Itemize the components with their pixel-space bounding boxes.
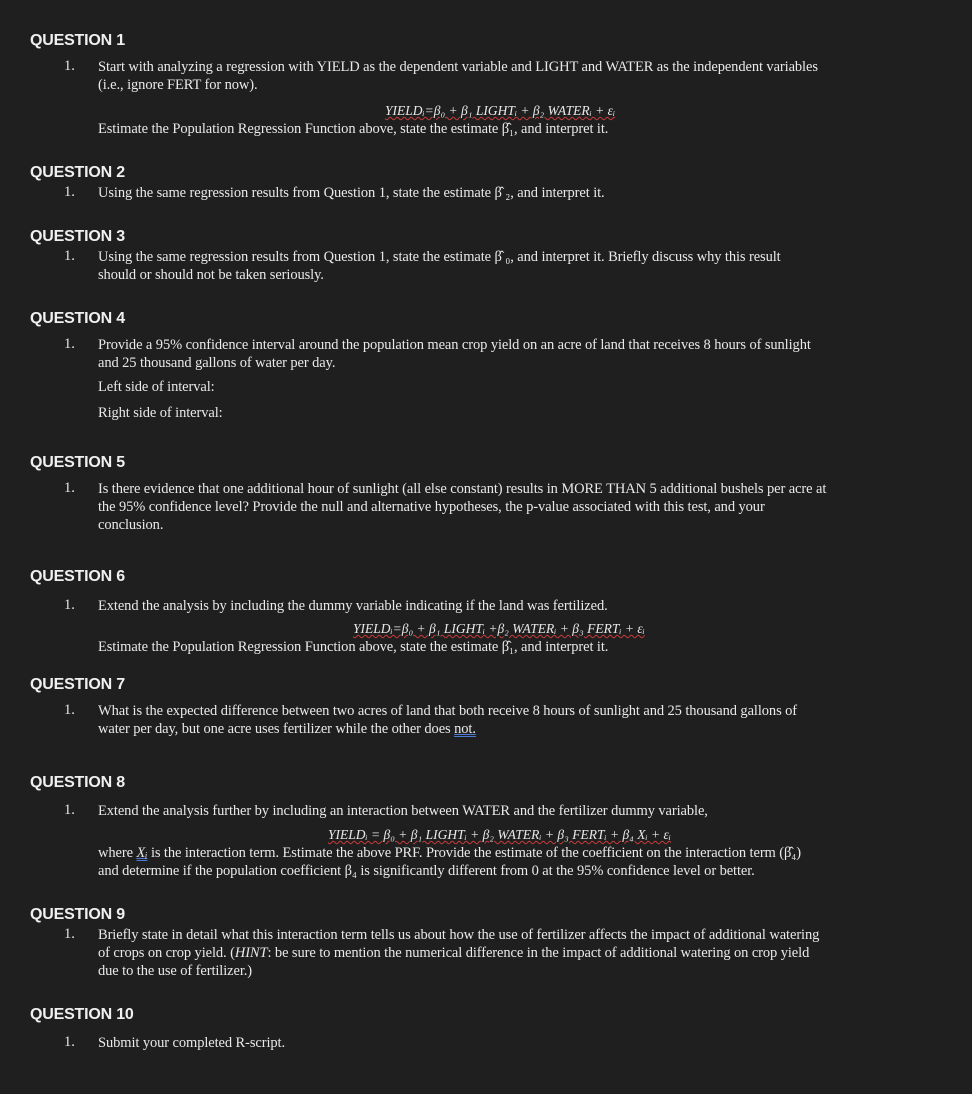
question-title: QUESTION 4 [30,310,125,327]
question-text: Briefly state in detail what this interaction term tells us about how the use of fertilizer affects the impact of additional watering [98,927,820,943]
question-text: the 95% confidence level? Provide the null and alternative hypotheses, the p-value associated with this test, and your [98,499,765,515]
question-title: QUESTION 3 [30,228,125,245]
question-title: QUESTION 5 [30,454,125,471]
question-text: Is there evidence that one additional hour of sunlight (all else constant) results in MORE THAN 5 additional bushels per acre at [98,481,827,497]
question-text: Extend the analysis further by including an interaction between WATER and the fertilizer dummy variable, [98,803,708,819]
question-text: and 25 thousand gallons of water per day. [98,355,336,371]
item-number: 1. [64,480,75,496]
regression-equation: YIELDᵢ=β₀ + β₁ LIGHTᵢ +β₂ WATERᵢ + β₃ FERTᵢ + εᵢ [353,621,645,636]
question-text: Estimate the Population Regression Function above, state the estimate β̂₁, and interpret it. [98,121,609,137]
question-text [98,844,801,862]
item-number: 1. [64,58,75,74]
question-text-segment: : be sure to mention the numerical difference in the impact of additional watering on crop yield [267,945,810,961]
question-text: What is the expected difference between two acres of land that both receive 8 hours of sunlight and 25 thousand gallons of [98,703,798,719]
question-title: QUESTION 9 [30,906,125,923]
question-text: due to the use of fertilizer.) [98,963,253,979]
underlined-word: not. [454,721,476,737]
right-interval-label: Right side of interval: [98,405,223,421]
item-number: 1. [64,248,75,264]
item-number: 1. [64,184,75,200]
interaction-term-symbol: Xᵢ [136,845,148,861]
question-text: (i.e., ignore FERT for now). [98,77,258,93]
question-text: Start with analyzing a regression with YIELD as the dependent variable and LIGHT and WATER as the independent variables [98,59,818,75]
question-text: should or should not be taken seriously. [98,267,324,283]
question-text: Estimate the Population Regression Function above, state the estimate β̂₁, and interpret it. [98,639,609,655]
question-title: QUESTION 2 [30,164,125,181]
item-number: 1. [64,702,75,718]
item-number: 1. [64,597,75,613]
question-title: QUESTION 8 [30,774,125,791]
item-number: 1. [64,336,75,352]
hint-label: HINT [234,945,268,961]
regression-equation: YIELDᵢ = β₀ + β₁ LIGHTᵢ + β₂ WATERᵢ + β₃ FERTᵢ + β₄ Xᵢ + εᵢ [328,827,671,842]
question-title: QUESTION 10 [30,1006,134,1023]
question-title: QUESTION 1 [30,32,125,49]
question-text: Using the same regression results from Question 1, state the estimate β̂ ₂, and interpret it. [98,185,605,201]
question-text-segment: of crops on crop yield. ( [98,945,235,961]
question-text [98,720,476,738]
question-text [98,944,809,962]
question-text: and determine if the population coefficient β₄ is significantly different from 0 at the 95% confidence level or better. [98,863,755,879]
item-number: 1. [64,926,75,942]
item-number: 1. [64,802,75,818]
question-title: QUESTION 6 [30,568,125,585]
regression-equation: YIELDᵢ=β₀ + β₁ LIGHTᵢ + β₂ WATERᵢ + εᵢ [385,103,616,118]
question-text: conclusion. [98,517,164,533]
question-text: Submit your completed R-script. [98,1035,285,1051]
item-number: 1. [64,1034,75,1050]
question-text: Extend the analysis by including the dummy variable indicating if the land was fertilized. [98,598,608,614]
question-text-segment: is the interaction term. Estimate the above PRF. Provide the estimate of the coefficient on the interaction term (β̂₄) [150,845,801,861]
question-text: Provide a 95% confidence interval around the population mean crop yield on an acre of land that receives 8 hours of sunlight [98,337,811,353]
left-interval-label: Left side of interval: [98,379,215,395]
question-title: QUESTION 7 [30,676,125,693]
question-text-segment: where [98,845,133,861]
question-text: Using the same regression results from Question 1, state the estimate β̂ ₀, and interpret it. Briefly discuss why this result [98,249,781,265]
question-text-segment: water per day, but one acre uses fertilizer while the other does [98,721,451,737]
